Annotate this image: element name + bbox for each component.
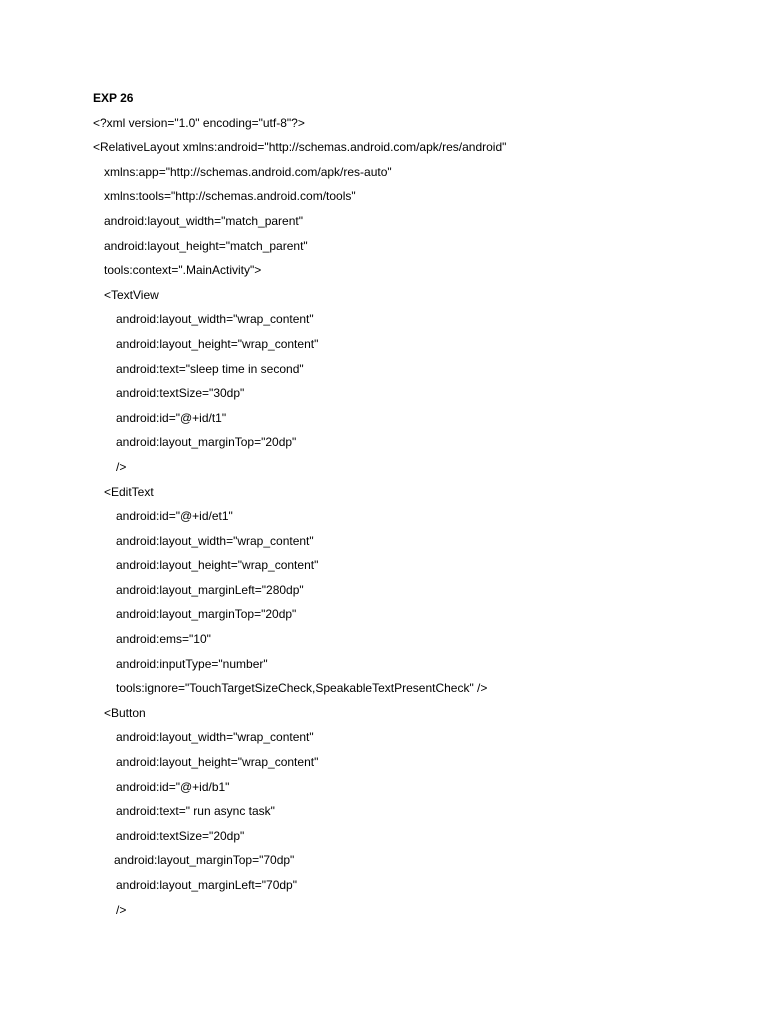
code-line-layout-width: android:layout_width="match_parent" [104, 213, 303, 228]
code-line-textview-height: android:layout_height="wrap_content" [116, 336, 319, 351]
code-line-textview-textsize: android:textSize="30dp" [116, 386, 245, 401]
code-line-edittext-ems: android:ems="10" [116, 632, 211, 647]
code-line-textview-close: /> [116, 459, 127, 474]
code-line-xmlns-tools: xmlns:tools="http://schemas.android.com/tools" [104, 189, 356, 204]
code-line-edittext-margintop: android:layout_marginTop="20dp" [116, 607, 297, 622]
code-line-edittext-marginleft: android:layout_marginLeft="280dp" [116, 582, 304, 597]
code-line-textview-text: android:text="sleep time in second" [116, 361, 304, 376]
code-line-edittext-width: android:layout_width="wrap_content" [116, 533, 314, 548]
code-line-button-id: android:id="@+id/b1" [116, 779, 230, 794]
code-line-xmlns-app: xmlns:app="http://schemas.android.com/apk/res-auto" [104, 164, 392, 179]
code-line-button-width: android:layout_width="wrap_content" [116, 730, 314, 745]
code-line-button-textsize: android:textSize="20dp" [116, 828, 245, 843]
code-line-textview-width: android:layout_width="wrap_content" [116, 312, 314, 327]
document-body [93, 86, 733, 922]
code-line-edittext-inputtype: android:inputType="number" [116, 656, 268, 671]
code-line-edittext-height: android:layout_height="wrap_content" [116, 558, 319, 573]
code-line-edittext-tools-ignore: tools:ignore="TouchTargetSizeCheck,SpeakableTextPresentCheck" /> [116, 681, 488, 696]
document-title: EXP 26 [93, 91, 134, 105]
code-line-xml-declaration: <?xml version="1.0" encoding="utf-8"?> [93, 115, 305, 130]
code-line-button-margintop: android:layout_marginTop="70dp" [114, 853, 295, 868]
code-line-button-marginleft: android:layout_marginLeft="70dp" [116, 878, 297, 892]
code-line-button-open: <Button [104, 705, 146, 720]
code-line-button-close: /> [116, 902, 127, 917]
code-line-textview-margintop: android:layout_marginTop="20dp" [116, 435, 297, 450]
code-line-tools-context: tools:context=".MainActivity"> [104, 263, 262, 278]
code-line-button-text: android:text=" run async task" [116, 804, 275, 819]
code-line-layout-height: android:layout_height="match_parent" [104, 238, 308, 253]
code-line-relativelayout-open: <RelativeLayout xmlns:android="http://schemas.android.com/apk/res/android" [93, 140, 507, 155]
code-line-textview-id: android:id="@+id/t1" [116, 410, 227, 425]
code-line-button-height: android:layout_height="wrap_content" [116, 755, 319, 770]
code-line-edittext-open: <EditText [104, 484, 154, 499]
code-line-edittext-id: android:id="@+id/et1" [116, 509, 233, 524]
code-line-textview-open: <TextView [104, 287, 159, 302]
